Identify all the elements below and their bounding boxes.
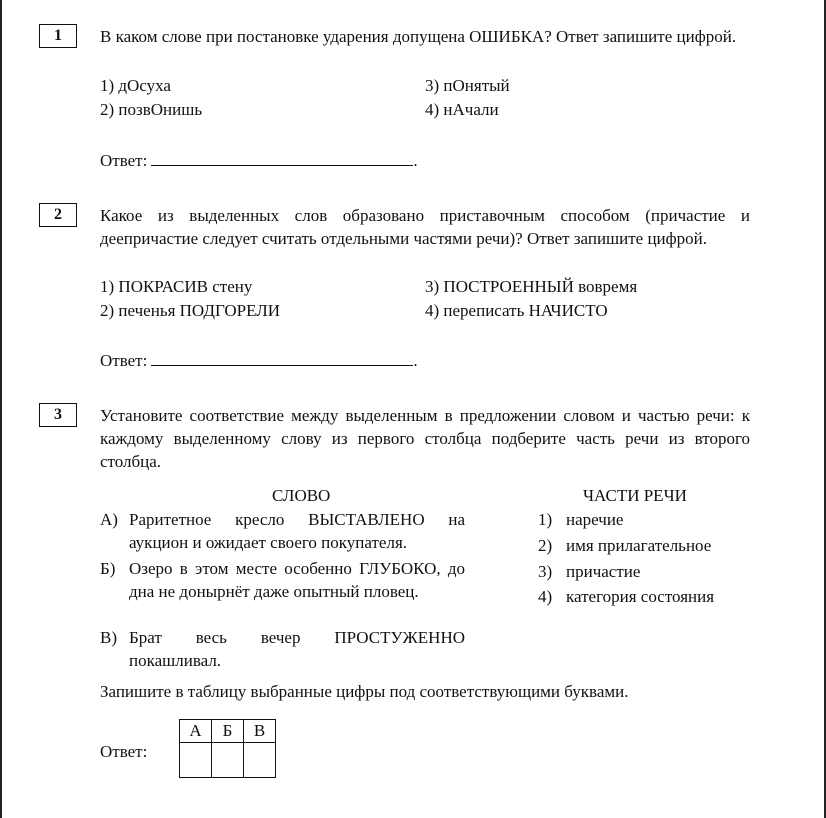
answer-period: . [413,151,418,170]
part-of-speech-label: 2) [538,536,553,555]
word-item-a [100,508,465,554]
part-of-speech-item [538,585,714,608]
part-of-speech-item [538,560,640,583]
task-question: Установите соответствие между выделенным в предложении словом и частью речи: к каждому выделенному слову из первого столбца подберите часть речи из второго столбца. [100,406,750,471]
answer-label: Ответ: [100,351,148,370]
answer-row [100,148,418,172]
answer-cell-b[interactable] [212,743,244,778]
part-of-speech-label: 4) [538,587,553,606]
answer-cell-a[interactable] [180,743,212,778]
word-item-b [100,557,465,603]
answer-option: 3) пОнятый [425,76,510,95]
part-of-speech-label: 3) [538,562,553,581]
word-item-label: Б) [100,559,116,578]
word-item-v [100,626,465,672]
task-number-box: 1 [39,24,77,48]
table-instruction: Запишите в таблицу выбранные цифры под соответствующими буквами. [100,682,629,701]
answer-table [179,719,276,778]
answer-cell-v[interactable] [244,743,276,778]
answer-blank-line[interactable] [151,148,413,166]
part-of-speech-item [538,508,623,531]
part-of-speech-item [538,534,711,557]
answer-option: 3) ПОСТРОЕННЫЙ вовремя [425,277,638,296]
word-item-label: В) [100,628,117,647]
task-number-box: 3 [39,403,77,427]
answer-option: 1) ПОКРАСИВ стену [100,277,253,296]
column-header-parts: ЧАСТИ РЕЧИ [583,486,687,505]
answer-row [100,348,418,372]
answer-option: 2) позвОнишь [100,100,203,119]
word-item-text: Озеро в этом месте особенно ГЛУБОКО, до дна не донырнёт даже опытный пловец. [129,559,465,601]
word-item-text: Раритетное кресло ВЫСТАВЛЕНО на аукцион и ожидает своего покупателя. [129,510,465,552]
word-item-text: Брат весь вечер ПРОСТУЖЕННО покашливал. [129,628,465,670]
part-of-speech-label: 1) [538,510,553,529]
answer-label: Ответ: [100,742,148,761]
answer-option: 2) печенья ПОДГОРЕЛИ [100,301,281,320]
answer-option: 4) переписать НАЧИСТО [425,301,608,320]
task-number-box: 2 [39,203,77,227]
word-item-label: А) [100,510,118,529]
answer-blank-line[interactable] [151,348,413,366]
answer-option: 1) дОсуха [100,76,171,95]
table-header-v: В [244,720,276,743]
part-of-speech-text: причастие [566,562,641,581]
table-header-b: Б [212,720,244,743]
answer-option: 4) нАчали [425,100,499,119]
part-of-speech-text: имя прилагательное [566,536,712,555]
part-of-speech-text: наречие [566,510,624,529]
table-header-a: А [180,720,212,743]
answer-label: Ответ: [100,151,148,170]
answer-period: . [413,351,418,370]
task-question: Какое из выделенных слов образовано приставочным способом (причастие и деепричастие следует считать отдельными частями речи)? Ответ запишите цифрой. [100,206,750,248]
part-of-speech-text: категория состояния [566,587,715,606]
task-question: В каком слове при постановке ударения допущена ОШИБКА? Ответ запишите цифрой. [100,27,737,46]
column-header-words: СЛОВО [272,486,331,505]
page-border-left [0,0,2,818]
